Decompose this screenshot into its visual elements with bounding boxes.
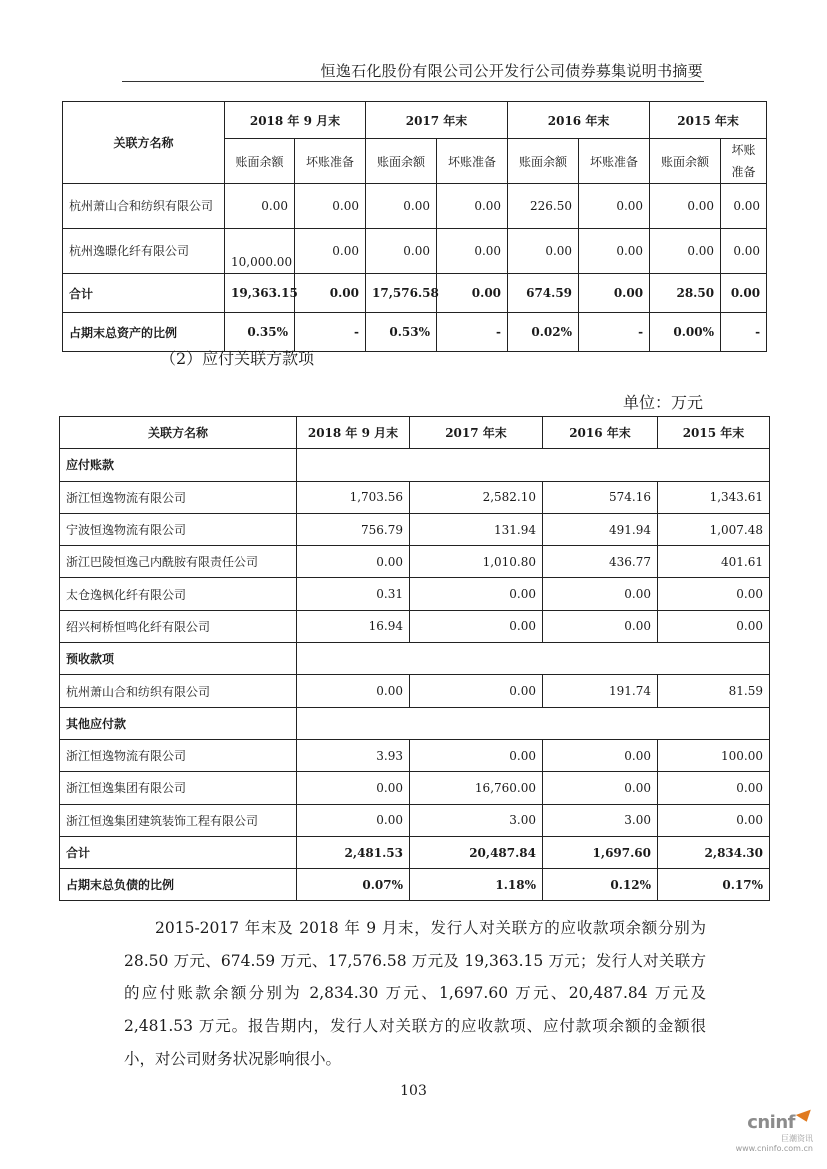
- row-label: 杭州萧山合和纺织有限公司: [60, 675, 297, 707]
- table-cell: 81.59: [658, 675, 770, 707]
- cninfo-logo: [736, 1112, 813, 1153]
- table-cell: 756.79: [297, 513, 410, 545]
- table-cell: 0.00: [410, 610, 543, 642]
- table-cell: 0.00: [721, 184, 767, 229]
- table-cell: 0.00: [721, 229, 767, 274]
- table-cell: -: [437, 313, 508, 352]
- receivables-table: [62, 101, 767, 352]
- table-row: [63, 229, 767, 274]
- table-cell: 0.00: [658, 578, 770, 610]
- table-cell: 674.59: [508, 274, 579, 313]
- table-cell: 19,363.15: [225, 274, 295, 313]
- table-cell: 574.16: [543, 481, 658, 513]
- table-cell: 3.00: [543, 804, 658, 836]
- sub-header: 坏账准备: [579, 139, 650, 184]
- table-cell: 1.18%: [410, 869, 543, 901]
- payables-table: [59, 416, 770, 901]
- table-cell: 1,703.56: [297, 481, 410, 513]
- table-cell: -: [721, 313, 767, 352]
- column-header: 2017 年末: [410, 417, 543, 449]
- table-row: [60, 481, 770, 513]
- table-cell: 0.00%: [650, 313, 721, 352]
- unit-label: 单位：万元: [622, 393, 703, 412]
- table-cell: 2,582.10: [410, 481, 543, 513]
- name-column-header: 关联方名称: [63, 102, 225, 184]
- column-header: 2016 年末: [543, 417, 658, 449]
- table-row: [60, 546, 770, 578]
- group-label: 其他应付款: [60, 707, 297, 739]
- sub-header: 账面余额: [650, 139, 721, 184]
- table-cell: 0.00: [437, 274, 508, 313]
- table-cell: 0.00: [297, 772, 410, 804]
- table-row: [60, 610, 770, 642]
- table-cell: 0.00: [410, 578, 543, 610]
- table-cell: 0.00: [297, 675, 410, 707]
- table-cell: 0.00: [650, 184, 721, 229]
- header-rule: [122, 81, 704, 82]
- table-cell: 0.00: [579, 274, 650, 313]
- column-header: 2015 年末: [658, 417, 770, 449]
- table-cell: 10,000.00: [225, 229, 295, 274]
- page-number: 103: [400, 1083, 427, 1099]
- group-label: 预收款项: [60, 643, 297, 675]
- logo-subtitle: 巨潮资讯: [781, 1134, 813, 1143]
- table-cell: 0.00: [295, 184, 366, 229]
- table-row: [60, 804, 770, 836]
- table-cell: 0.17%: [658, 869, 770, 901]
- table-cell: 2,834.30: [658, 836, 770, 868]
- row-label: 浙江巴陵恒逸己内酰胺有限责任公司: [60, 546, 297, 578]
- table-cell: 1,697.60: [543, 836, 658, 868]
- table-cell: 2,481.53: [297, 836, 410, 868]
- ratio-row: [60, 869, 770, 901]
- period-header: 2015 年末: [650, 102, 767, 139]
- period-header: 2017 年末: [366, 102, 508, 139]
- table-cell: 28.50: [650, 274, 721, 313]
- row-label: 占期末总资产的比例: [63, 313, 225, 352]
- table-cell: 16,760.00: [410, 772, 543, 804]
- row-label: 浙江恒逸集团有限公司: [60, 772, 297, 804]
- table-cell: 0.00: [295, 229, 366, 274]
- table-cell: 0.00: [543, 610, 658, 642]
- table-cell: 0.00: [366, 229, 437, 274]
- table-cell: 0.00: [410, 739, 543, 771]
- table-cell: 0.12%: [543, 869, 658, 901]
- logo-arrow-icon: [796, 1110, 814, 1125]
- summary-paragraph: 2015-2017 年末及 2018 年 9 月末，发行人对关联方的应收款项余额分别为 28.50 万元、674.59 万元、17,576.58 万元及 19,363.15 万元；发行人对关联方的应付账款余额分别为 2,834.30 万元、1,697.60 万元、20,487.84 万元及 2,481.53 万元。报告期内，发行人对关联方的应收款项、应付款项余额的金额很小，对公司财务状况影响很小。: [124, 919, 706, 1068]
- logo-name: cninf: [747, 1112, 795, 1133]
- row-label: 占期末总负债的比例: [60, 869, 297, 901]
- table-row: [60, 513, 770, 545]
- group-row: [60, 707, 770, 739]
- table-cell: 17,576.58: [366, 274, 437, 313]
- table-cell: 0.00: [658, 610, 770, 642]
- period-header: 2018 年 9 月末: [225, 102, 366, 139]
- group-row: [60, 643, 770, 675]
- table-cell: 0.00: [508, 229, 579, 274]
- column-header: 2018 年 9 月末: [297, 417, 410, 449]
- table-cell: 20,487.84: [410, 836, 543, 868]
- table-cell: 191.74: [543, 675, 658, 707]
- group-empty-cell: [297, 643, 770, 675]
- row-label: 绍兴柯桥恒鸣化纤有限公司: [60, 610, 297, 642]
- table-cell: 436.77: [543, 546, 658, 578]
- table-cell: 0.00: [721, 274, 767, 313]
- table-row: [60, 772, 770, 804]
- table-cell: 0.00: [579, 229, 650, 274]
- table-cell: 0.00: [410, 675, 543, 707]
- column-header: 关联方名称: [60, 417, 297, 449]
- sub-header: 账面余额: [225, 139, 295, 184]
- table-cell: 131.94: [410, 513, 543, 545]
- table-cell: 100.00: [658, 739, 770, 771]
- group-empty-cell: [297, 707, 770, 739]
- group-row: [60, 449, 770, 481]
- table-cell: 0.00: [543, 739, 658, 771]
- sub-header: 坏账准备: [437, 139, 508, 184]
- table-cell: 0.02%: [508, 313, 579, 352]
- row-label: 浙江恒逸物流有限公司: [60, 481, 297, 513]
- row-label: 杭州萧山合和纺织有限公司: [63, 184, 225, 229]
- row-label: 浙江恒逸物流有限公司: [60, 739, 297, 771]
- sub-header: 坏账 准备: [721, 139, 767, 184]
- table-cell: 0.00: [225, 184, 295, 229]
- table-cell: 491.94: [543, 513, 658, 545]
- table-cell: 0.00: [543, 578, 658, 610]
- table-cell: 0.07%: [297, 869, 410, 901]
- table-cell: 401.61: [658, 546, 770, 578]
- logo-url: www.cninfo.com.cn: [735, 1144, 813, 1153]
- group-empty-cell: [297, 449, 770, 481]
- table-cell: 0.00: [366, 184, 437, 229]
- row-label: 太仓逸枫化纤有限公司: [60, 578, 297, 610]
- table-cell: 0.31: [297, 578, 410, 610]
- section-title: （2）应付关联方款项: [160, 349, 315, 368]
- table-cell: 0.00: [658, 772, 770, 804]
- table-cell: 0.00: [437, 229, 508, 274]
- total-row: [60, 836, 770, 868]
- table-cell: 1,010.80: [410, 546, 543, 578]
- table-cell: 0.53%: [366, 313, 437, 352]
- table-cell: 3.00: [410, 804, 543, 836]
- table-cell: 0.00: [658, 804, 770, 836]
- table-row: [63, 184, 767, 229]
- table-cell: 0.00: [297, 546, 410, 578]
- sub-header: 账面余额: [508, 139, 579, 184]
- period-header: 2016 年末: [508, 102, 650, 139]
- table-cell: 0.00: [650, 229, 721, 274]
- table-cell: 1,007.48: [658, 513, 770, 545]
- table-cell: 3.93: [297, 739, 410, 771]
- group-label: 应付账款: [60, 449, 297, 481]
- table-cell: 0.00: [437, 184, 508, 229]
- sub-header: 坏账准备: [295, 139, 366, 184]
- page-header-title: 恒逸石化股份有限公司公开发行公司债券募集说明书摘要: [320, 62, 703, 80]
- table-cell: 1,343.61: [658, 481, 770, 513]
- table-row: [60, 739, 770, 771]
- table-cell: -: [579, 313, 650, 352]
- table-cell: 0.00: [297, 804, 410, 836]
- sub-header: 账面余额: [366, 139, 437, 184]
- row-label: 合计: [60, 836, 297, 868]
- row-label: 浙江恒逸集团建筑装饰工程有限公司: [60, 804, 297, 836]
- table-cell: 226.50: [508, 184, 579, 229]
- row-label: 宁波恒逸物流有限公司: [60, 513, 297, 545]
- table-cell: -: [295, 313, 366, 352]
- table-row: [60, 675, 770, 707]
- table-cell: 0.00: [579, 184, 650, 229]
- table-row: [60, 578, 770, 610]
- table-cell: 16.94: [297, 610, 410, 642]
- table-cell: 0.35%: [225, 313, 295, 352]
- table-cell: 0.00: [295, 274, 366, 313]
- table-row: [63, 274, 767, 313]
- row-label: 合计: [63, 274, 225, 313]
- row-label: 杭州逸暻化纤有限公司: [63, 229, 225, 274]
- table-cell: 0.00: [543, 772, 658, 804]
